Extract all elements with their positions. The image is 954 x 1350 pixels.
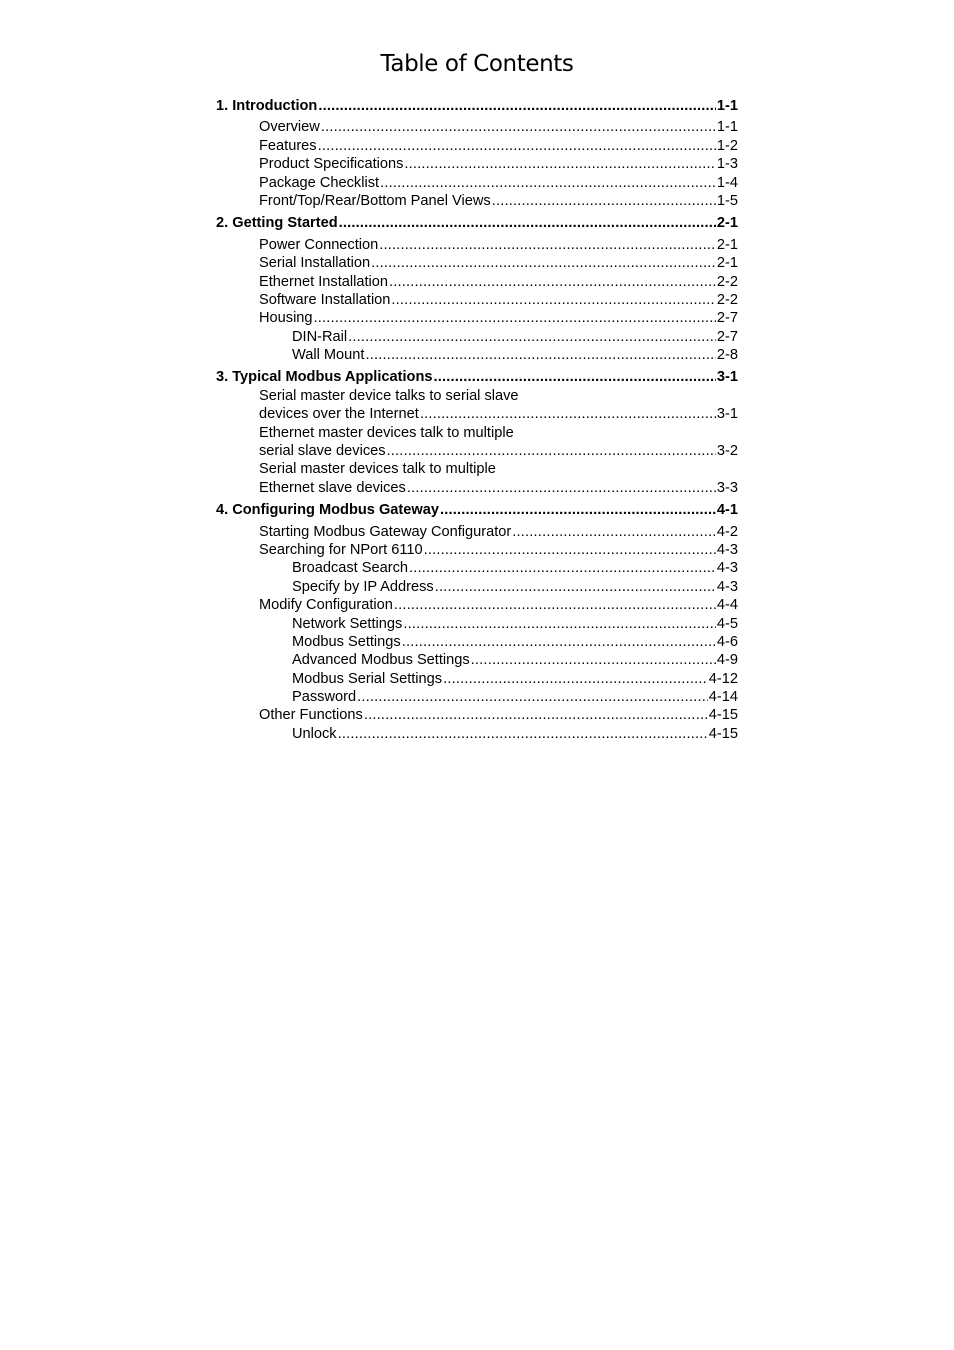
toc-entry-title: Product Specifications bbox=[259, 156, 404, 173]
toc-chapter-title: 4. Configuring Modbus Gateway bbox=[216, 502, 439, 519]
toc-page-number: 4-9 bbox=[716, 652, 738, 669]
toc-entry-wall-mount[interactable] bbox=[216, 346, 738, 364]
toc-chapter-getting-started[interactable] bbox=[216, 214, 738, 232]
toc-entry-password[interactable] bbox=[216, 688, 738, 706]
toc-leader-dots bbox=[440, 501, 716, 519]
toc-page-number: 2-7 bbox=[716, 328, 738, 345]
toc-leader-dots bbox=[339, 214, 716, 232]
toc-page-number: 2-1 bbox=[716, 215, 738, 232]
toc-entry-product-specifications[interactable] bbox=[216, 155, 738, 173]
toc-entry-serial-to-ethernet-slaves[interactable] bbox=[216, 479, 738, 497]
toc-leader-dots bbox=[404, 155, 716, 173]
toc-entry-title: Network Settings bbox=[292, 615, 403, 632]
toc-leader-dots bbox=[443, 670, 708, 688]
toc-leader-dots bbox=[409, 559, 716, 577]
toc-chapter-typical-modbus-applications[interactable] bbox=[216, 368, 738, 386]
toc-page-number: 4-3 bbox=[716, 541, 738, 558]
toc-leader-dots bbox=[420, 405, 716, 423]
toc-leader-dots bbox=[364, 706, 708, 724]
toc-entry-broadcast-search[interactable] bbox=[216, 559, 738, 577]
toc-leader-dots bbox=[512, 523, 716, 541]
toc-entry-title: Modbus Settings bbox=[292, 633, 401, 650]
toc-entry-ethernet-to-serial-slaves[interactable] bbox=[216, 442, 738, 460]
toc-entry-advanced-modbus-settings[interactable] bbox=[216, 651, 738, 669]
toc-page-number: 2-2 bbox=[716, 273, 738, 290]
toc-entry-title: serial slave devices bbox=[259, 443, 386, 460]
toc-page-number: 2-8 bbox=[716, 347, 738, 364]
toc-page-number: 4-12 bbox=[708, 670, 738, 687]
toc-page-number: 4-14 bbox=[708, 689, 738, 706]
toc-entry-specify-ip[interactable] bbox=[216, 578, 738, 596]
toc-entry-title: Features bbox=[259, 137, 317, 154]
toc-leader-dots bbox=[387, 442, 716, 460]
toc-entry-title: Other Functions bbox=[259, 707, 363, 724]
toc-entry-title: Wall Mount bbox=[292, 347, 365, 364]
toc-entry-serial-installation[interactable] bbox=[216, 254, 738, 272]
table-of-contents bbox=[216, 96, 738, 743]
toc-entry-title: Specify by IP Address bbox=[292, 578, 434, 595]
toc-entry-title: Power Connection bbox=[259, 236, 379, 253]
toc-page-number: 1-4 bbox=[716, 174, 738, 191]
toc-entry-title: devices over the Internet bbox=[259, 406, 419, 423]
toc-entry-title: Unlock bbox=[292, 725, 337, 742]
toc-entry-overview[interactable] bbox=[216, 118, 738, 136]
toc-page-number: 2-1 bbox=[716, 236, 738, 253]
toc-leader-dots bbox=[321, 118, 716, 136]
toc-page-number: 4-6 bbox=[716, 633, 738, 650]
toc-leader-dots bbox=[492, 192, 716, 210]
page-title: Table of Contents bbox=[380, 51, 574, 77]
toc-page-number: 4-1 bbox=[716, 502, 738, 519]
toc-page-number: 1-1 bbox=[716, 119, 738, 136]
toc-leader-dots bbox=[394, 596, 716, 614]
toc-page-number: 3-2 bbox=[716, 443, 738, 460]
toc-chapter-introduction[interactable] bbox=[216, 97, 738, 115]
toc-page-number: 4-2 bbox=[716, 523, 738, 540]
toc-entry-title: Starting Modbus Gateway Configurator bbox=[259, 523, 512, 540]
toc-chapter-title: 1. Introduction bbox=[216, 97, 318, 114]
toc-entry-title: Package Checklist bbox=[259, 174, 380, 191]
toc-entry-software-installation[interactable] bbox=[216, 291, 738, 309]
toc-entry-title: Ethernet Installation bbox=[259, 273, 388, 290]
toc-entry-searching-nport[interactable] bbox=[216, 541, 738, 559]
toc-entry-serial-to-serial-internet[interactable] bbox=[216, 405, 738, 423]
toc-chapter-configuring-modbus-gateway[interactable] bbox=[216, 501, 738, 519]
toc-entry-title: Overview bbox=[259, 119, 320, 136]
toc-entry-title: Advanced Modbus Settings bbox=[292, 652, 470, 669]
toc-leader-dots bbox=[402, 633, 716, 651]
toc-page-number: 2-2 bbox=[716, 291, 738, 308]
toc-leader-dots bbox=[391, 291, 715, 309]
toc-leader-dots bbox=[471, 651, 716, 669]
toc-page-number: 1-3 bbox=[716, 156, 738, 173]
toc-leader-dots bbox=[389, 273, 716, 291]
toc-leader-dots bbox=[371, 254, 716, 272]
toc-leader-dots bbox=[318, 137, 716, 155]
toc-entry-title: Software Installation bbox=[259, 291, 391, 308]
toc-entry-title: Modbus Serial Settings bbox=[292, 670, 443, 687]
toc-entry-housing[interactable] bbox=[216, 309, 738, 327]
toc-leader-dots bbox=[348, 328, 716, 346]
toc-page-number: 2-7 bbox=[716, 310, 738, 327]
toc-entry-modify-configuration[interactable] bbox=[216, 596, 738, 614]
toc-entry-power-connection[interactable] bbox=[216, 236, 738, 254]
toc-leader-dots bbox=[379, 236, 716, 254]
toc-entry-title: Broadcast Search bbox=[292, 560, 409, 577]
toc-entry-package-checklist[interactable] bbox=[216, 174, 738, 192]
toc-entry-title: Password bbox=[292, 689, 357, 706]
toc-page-number: 3-1 bbox=[716, 406, 738, 423]
toc-entry-other-functions[interactable] bbox=[216, 707, 738, 725]
toc-entry-first-line: Serial master devices talk to multiple bbox=[259, 461, 496, 478]
toc-entry-title: Housing bbox=[259, 310, 313, 327]
toc-chapter-title: 2. Getting Started bbox=[216, 215, 338, 232]
toc-page-number: 4-5 bbox=[716, 615, 738, 632]
toc-leader-dots bbox=[434, 368, 716, 386]
toc-entry-features[interactable] bbox=[216, 137, 738, 155]
toc-entry-modbus-settings[interactable] bbox=[216, 633, 738, 651]
toc-entry-first-line: Serial master device talks to serial slave bbox=[259, 387, 519, 404]
toc-leader-dots bbox=[314, 309, 716, 327]
toc-entry-title: Ethernet slave devices bbox=[259, 479, 406, 496]
toc-page-number: 4-4 bbox=[716, 597, 738, 614]
toc-page-number: 2-1 bbox=[716, 255, 738, 272]
toc-entry-title: Front/Top/Rear/Bottom Panel Views bbox=[259, 192, 491, 209]
toc-page-number: 4-3 bbox=[716, 578, 738, 595]
toc-leader-dots bbox=[318, 97, 716, 115]
toc-chapter-title: 3. Typical Modbus Applications bbox=[216, 369, 433, 386]
toc-leader-dots bbox=[365, 346, 715, 364]
toc-entry-title: DIN-Rail bbox=[292, 328, 348, 345]
toc-entry-starting-configurator[interactable] bbox=[216, 523, 738, 541]
toc-leader-dots bbox=[380, 174, 716, 192]
toc-leader-dots bbox=[357, 688, 708, 706]
toc-entry-network-settings[interactable] bbox=[216, 615, 738, 633]
toc-page-number: 1-5 bbox=[716, 192, 738, 209]
toc-leader-dots bbox=[435, 578, 716, 596]
toc-page-number: 3-1 bbox=[716, 369, 738, 386]
toc-entry-title: Modify Configuration bbox=[259, 597, 393, 614]
toc-entry-ethernet-installation[interactable] bbox=[216, 273, 738, 291]
toc-entry-modbus-serial-settings[interactable] bbox=[216, 670, 738, 688]
toc-page-number: 1-2 bbox=[716, 137, 738, 154]
toc-entry-unlock[interactable] bbox=[216, 725, 738, 743]
toc-entry-panel-views[interactable] bbox=[216, 192, 738, 210]
toc-leader-dots bbox=[424, 541, 716, 559]
toc-entry-title: Searching for NPort 6110 bbox=[259, 541, 423, 558]
toc-page-number: 3-3 bbox=[716, 479, 738, 496]
toc-page-number: 4-15 bbox=[708, 707, 738, 724]
toc-page-number: 4-15 bbox=[708, 725, 738, 742]
toc-page-number: 1-1 bbox=[716, 97, 738, 114]
toc-entry-title: Serial Installation bbox=[259, 255, 371, 272]
toc-entry-first-line: Ethernet master devices talk to multiple bbox=[259, 424, 514, 441]
toc-leader-dots bbox=[338, 725, 708, 743]
toc-leader-dots bbox=[407, 479, 716, 497]
toc-entry-din-rail[interactable] bbox=[216, 328, 738, 346]
toc-leader-dots bbox=[403, 615, 716, 633]
toc-page-number: 4-3 bbox=[716, 560, 738, 577]
